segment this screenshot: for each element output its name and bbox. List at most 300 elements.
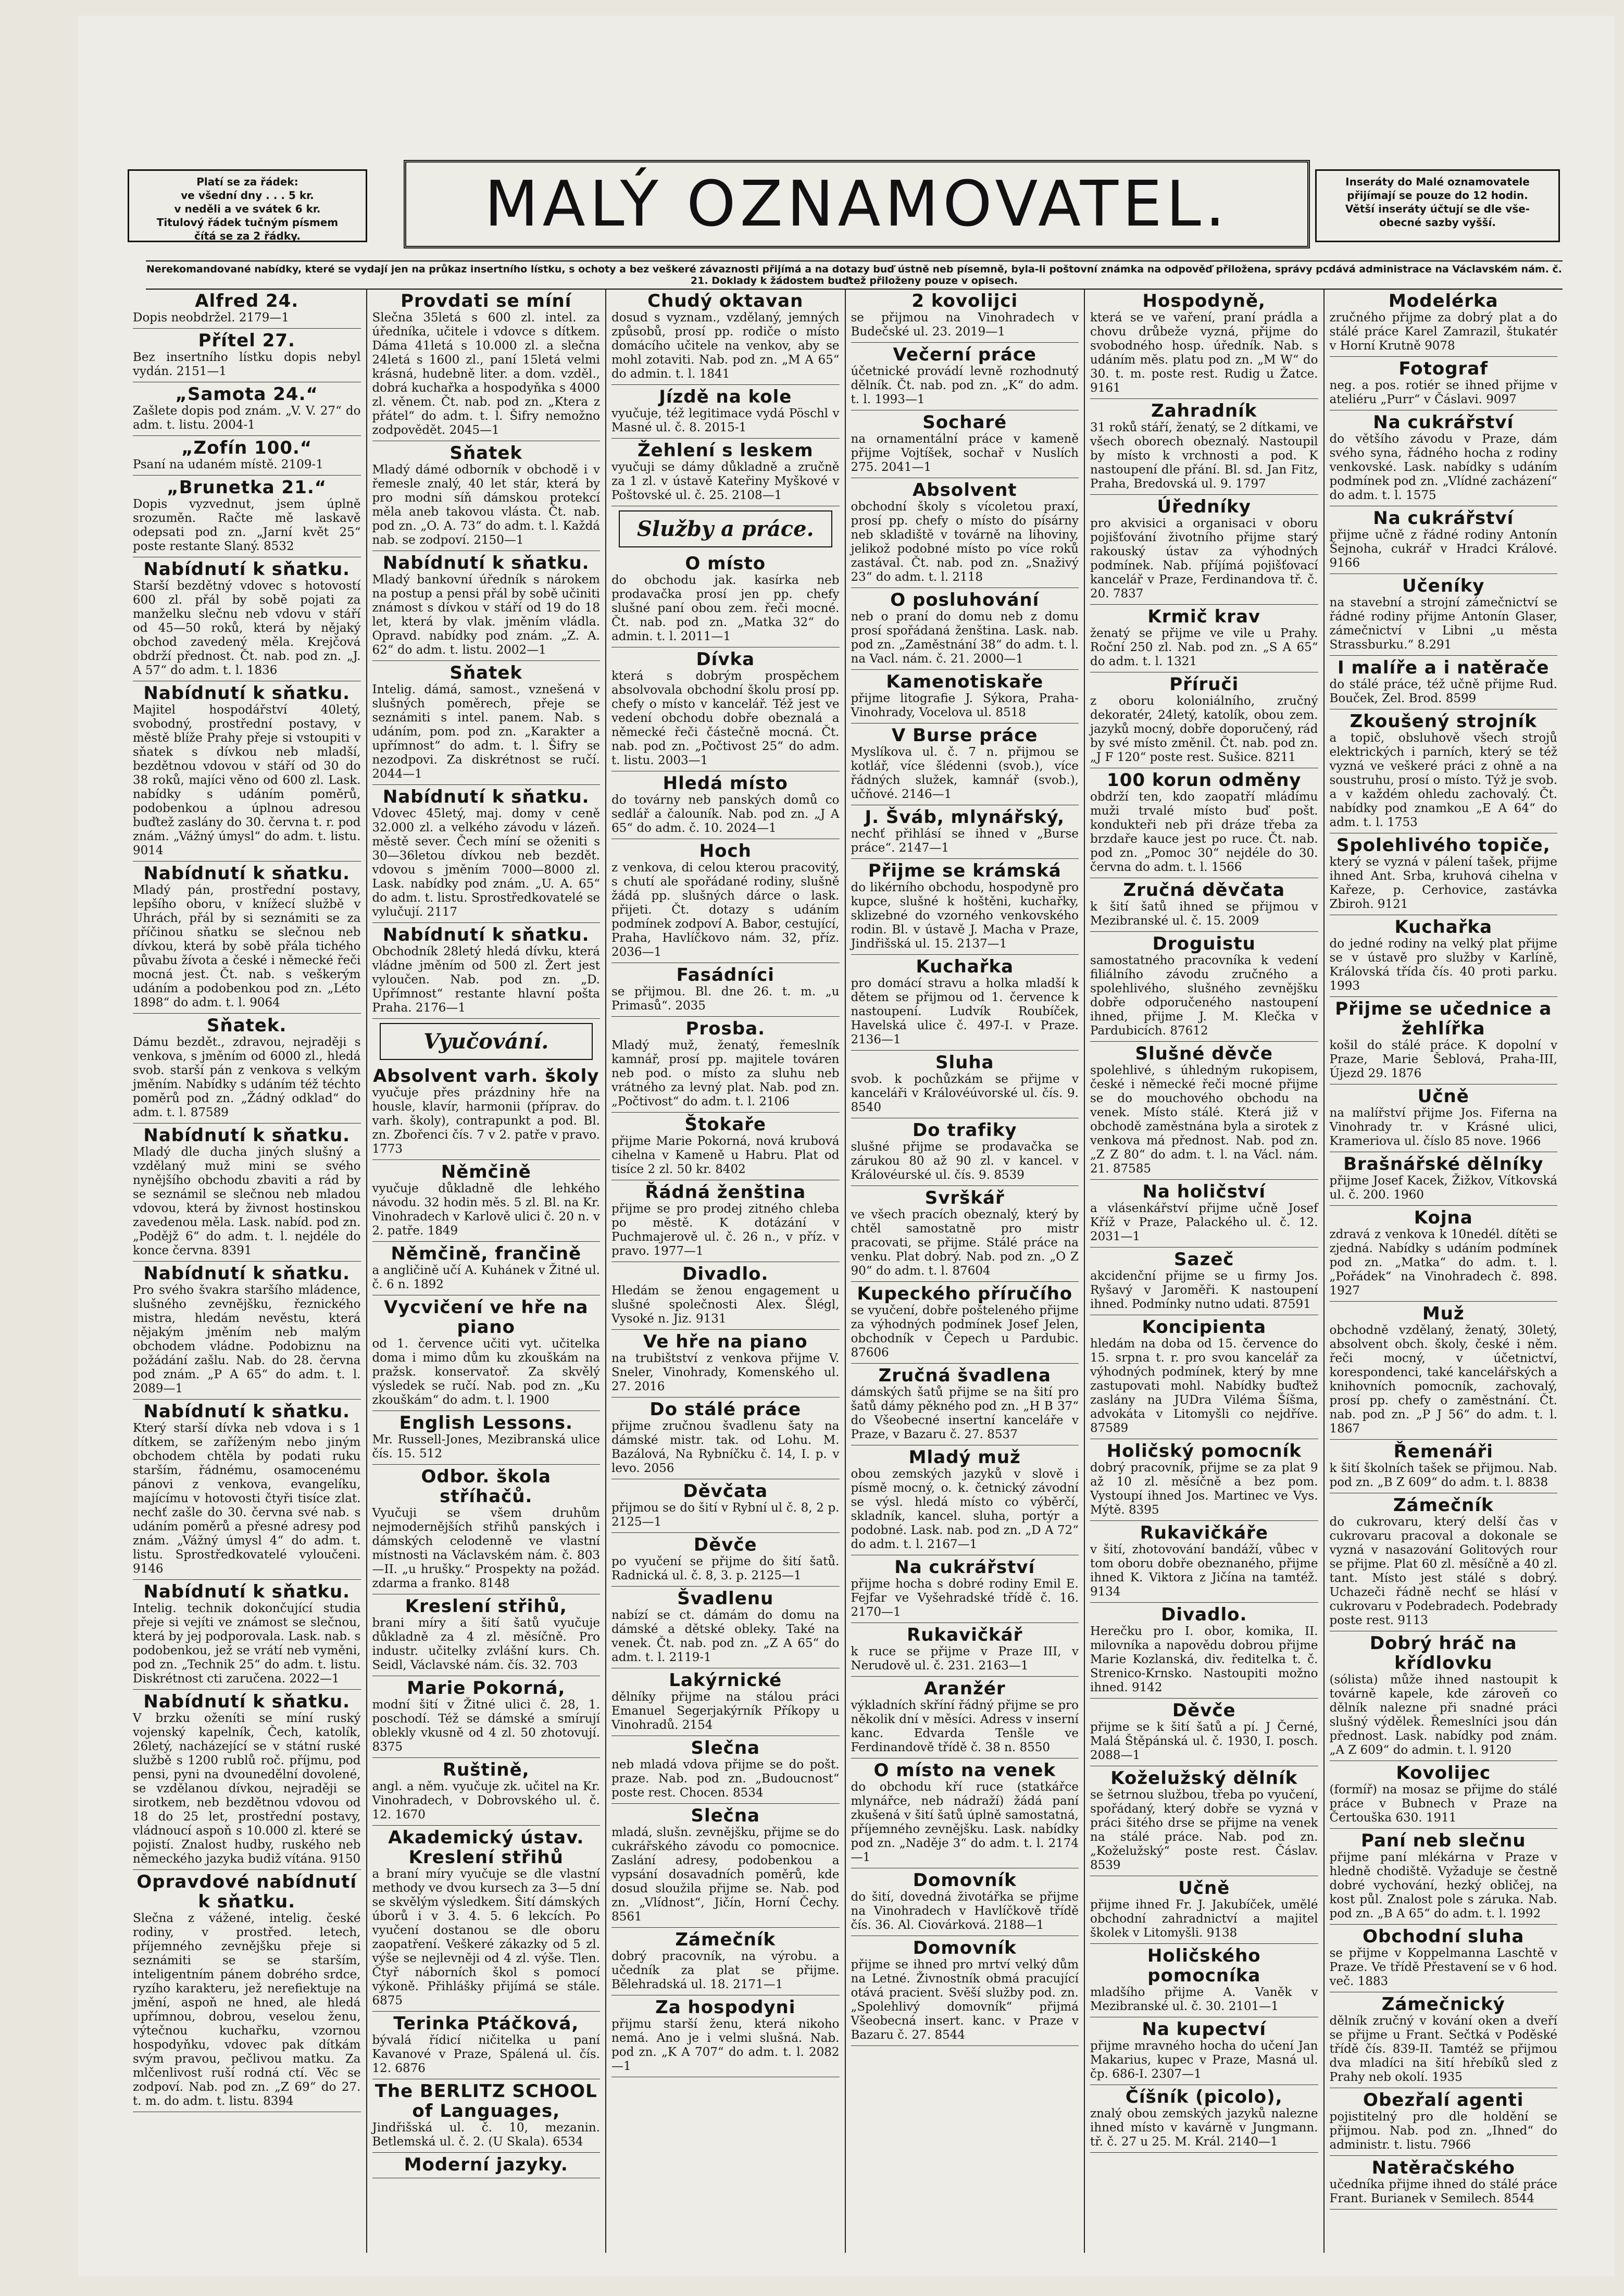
ad-heading: Aranžér: [923, 1678, 1006, 1699]
ad-heading: Jízdě na kole: [659, 386, 792, 407]
ad-heading: Řemenáři: [1393, 1441, 1493, 1462]
classified-ad: [611, 1180, 840, 1262]
classified-ad: [851, 1051, 1079, 1118]
classified-ad: [1090, 932, 1318, 1042]
ad-heading: Obchodní sluha: [1363, 1926, 1525, 1947]
classified-ad: [851, 1555, 1079, 1623]
classified-ad: [611, 1017, 840, 1113]
ad-heading: Divadlo.: [1161, 1604, 1247, 1625]
ad-heading: Sazeč: [1174, 1249, 1234, 1270]
classified-ad: [611, 1262, 840, 1330]
ad-body: po vyučení se přijme do šití šatů. Radnická ul. č. 8, 3. p. 2125—1: [611, 1555, 840, 1582]
classified-ad: [1330, 1206, 1558, 1302]
ad-body: do továrny neb panských domů co sedlář a čalouník. Nab. pod zn. „J A 65“ do adm. č. 10. 2024—1: [611, 793, 840, 835]
ad-body: košil do stálé práce. K dopolní v Praze, Marie Šeblová, Praha-III, Újezd 29. 1876: [1329, 1039, 1557, 1080]
ad-body: obchodně vzdělaný, ženatý, 30letý, absolvent obch. školy, české i něm. řeči mocný, v účetnictví, korespondenci, také kancelářských a knihovních pomocník, zachovalý, prosí pp. chefy o zaměstnání. Čt. nab. pod zn. „P J 56“ do adm. t. l. 1867: [1329, 1324, 1557, 1436]
classified-ad: [611, 1330, 840, 1397]
pricing-box-left: [128, 169, 367, 242]
ad-column: [1085, 289, 1325, 2253]
ad-heading: Sňatek: [449, 443, 523, 464]
ad-body: do šití, dovedná životářka se přijme na Vinohradech v Havlíčkově třídě čís. 36. Al. Ciovárková. 2188—1: [851, 1890, 1079, 1932]
newspaper-page: [78, 16, 1615, 2276]
classified-ad: [851, 343, 1079, 410]
pricing-line: přijímají se pouze do 12 hodin.: [1347, 189, 1528, 202]
ad-columns: [128, 289, 1563, 2253]
ad-heading: Kuchařka: [916, 956, 1014, 977]
classified-ad: [372, 1295, 601, 1411]
ad-body: vyučuje, též legitimace vydá Pöschl v Masné ul. č. 8. 2015-1: [611, 407, 840, 434]
classified-ad: [1330, 289, 1558, 357]
ad-heading: Koncipienta: [1142, 1317, 1267, 1338]
ad-body: která se ve vaření, praní prádla a chovu drůbeže vyzná, přijme do svobodného hosp. úředník. Nab. s udáním měs. platu pod zn. „M W“ do 30. t. m. poste rest. Rudig u Žatce. 9161: [1090, 311, 1318, 395]
ad-heading: Číšník (picolo),: [1125, 2087, 1283, 2107]
title-frame: [404, 160, 1310, 248]
ad-body: která s dobrým prospěchem absolvovala obchodní školu prosí pp. chefy o místo v kancelář. Též jest ve vedení obchodu dobře obeznalá a německé řeči částečně mocná. Čt. nab. pod zn. „Počtivost 25“ do adm. t. listu. 2003—1: [611, 669, 840, 767]
classified-ad: [611, 771, 840, 839]
ad-body: neb mladá vdova přijme se do pošt. praze. Nab. pod zn. „Budoucnost“ poste rest. Chocen. 8534: [611, 1758, 840, 1800]
ad-body: nabízí se ct. dámám do domu na dámské a dětské obleky. Také na venek. Čt. nab. pod zn. „Z A 65“ do adm. t. l. 2119-1: [611, 1608, 840, 1664]
ad-heading: Fasádníci: [676, 965, 774, 985]
classified-ad: [611, 552, 840, 647]
ad-heading: Kuchařka: [1394, 917, 1493, 938]
ad-body: a topič, obsluhově všech strojů elektrických i parních, který se též vyzná ve veškeré práci z ohně a na soustruhu, prosí o místo. Týž je svob. a v každém ohledu zachovalý. Čt. nabídky pod znamkou „E A 64“ do adm. t. l. 1753: [1329, 731, 1557, 829]
ad-body: dělníky přijme na stálou práci Emanuel Segerjakýrník Příkopy u Vinohradů. 2154: [611, 1690, 840, 1732]
classified-ad: [851, 1936, 1079, 2046]
ad-body: výkladních skříní řádný přijme se pro několik dní v měsíci. Adress v inserní kanc. Edvarda Tenšle ve Ferdinandově třídě č. 38 n. 8550: [851, 1699, 1079, 1754]
classified-ad: [851, 1445, 1079, 1555]
classified-ad: [1090, 672, 1318, 768]
ad-body: dobrý pracovník, na výrobu. a učedník za plat se přijme. Bělehradská ul. 18. 2171—1: [611, 1950, 840, 1991]
ad-heading: Přítel 27.: [198, 330, 295, 351]
ad-heading: Akademický ústav. Kreslení střihů: [388, 1827, 584, 1868]
ad-heading: Provdati se míní: [401, 291, 572, 311]
ad-body: Mr. Russell-Jones, Mezibranská ulice čís. 15. 512: [372, 1433, 600, 1461]
ad-body: Mladý pán, prostřední postavy, lepšího oboru, v knížecí službě v Uhrách, přál by si seznámiti se za příčinou sňatku se slečnou neb dívkou, která by sobě přála tichého půvabu žívota a české i německé řeči mocná jest. Čt. nab. s veškerým udáním a podobenkou pod zn. „Léto 1898“ do adm. t. l. 9064: [133, 883, 361, 1009]
classified-ad: [1090, 1521, 1318, 1603]
classified-ad: [133, 1870, 361, 2112]
ad-heading: Kovolijec: [1396, 1763, 1491, 1783]
ad-heading: Žehlení s leskem: [637, 440, 814, 461]
ad-body: Dopis neobdržel. 2179—1: [133, 311, 290, 325]
ad-body: zdravá z venkova k 10nedél. dítěti se zjedná. Nabídky s udáním podmínek pod zn. „Matka“ do adm. t. l. „Pořádek“ na Vinohradech č. 898. 1927: [1329, 1228, 1557, 1297]
classified-ad: [611, 963, 840, 1017]
classified-ad: [851, 478, 1079, 588]
ad-body: k ruce se přijme v Praze III, v Nerudově ul. č. 231. 2163—1: [851, 1645, 1079, 1673]
ad-body: vyučuje přes prázdniny hře na housle, klavír, harmonii (příprav. do varh. školy), contrapunkt a pod. Bl. zn. Zbořenci čís. 7 v 2. patře v pravo. 1773: [372, 1086, 600, 1156]
ad-body: neg. a pos. rotiér se ihned přijme v ateliéru „Purr“ v Čáslavi. 9097: [1329, 379, 1557, 406]
ad-heading: Řádná ženština: [645, 1182, 806, 1203]
ad-heading: „Brunetka 21.“: [167, 477, 327, 498]
ad-body: na malířství přijme Jos. Fiferna na Vinohrady tr. v Krásné ulici, Krameriova ul. číslo 85 nove. 1966: [1329, 1106, 1557, 1148]
ad-heading: Droguistu: [1152, 933, 1256, 954]
classified-ad: [851, 410, 1079, 478]
classified-ad: [1090, 1603, 1318, 1699]
classified-ad: [1330, 915, 1558, 997]
classified-ad: [372, 2079, 601, 2153]
ad-body: na ornamentální práce v kameně přijme Vojtíšek, sochař v Nuslích 275. 2041—1: [851, 432, 1079, 474]
classified-ad: [611, 1928, 840, 1995]
ad-body: Hledám se ženou engagement u slušné společnosti Alex. Šlégl, Vysoké n. Jiz. 9131: [611, 1284, 840, 1326]
classified-ad: [133, 289, 361, 329]
classified-ad: [851, 1677, 1079, 1758]
ad-body: který se vyzná v pálení tašek, přijme ihned Ant. Srba, kruhová cihelna v Kařeze, p. Cerhovice, zastávka Zbiroh. 9121: [1329, 855, 1557, 911]
ad-body: přijme se pro prodej zitného chleba po městě. K dotázání v Puchmajerově ul. č. 26 n., v příz. v pravo. 1977—1: [611, 1202, 840, 1258]
ad-heading: Krmič krav: [1147, 606, 1261, 627]
classified-ad: [851, 859, 1079, 955]
ad-body: přijme zručnou švadlenu šaty na dámské mistr. tak. od Lohu. M. Bazálová, Na Rybníčku č. 14, I. p. v levo. 2056: [611, 1419, 840, 1475]
classified-ad: [851, 1868, 1079, 1936]
classified-ad: [372, 1676, 601, 1758]
classified-ad: [1330, 1302, 1558, 1440]
ad-heading: 2 kovolijci: [911, 291, 1018, 311]
ad-body: přijme ihned Fr. J. Jakubíček, umělé obchodní zahradnictví a majitel školek v Litomyšli. 9138: [1090, 1898, 1318, 1940]
ad-heading: Kupeckého příručího: [857, 1283, 1073, 1304]
classified-ad: [372, 2012, 601, 2079]
ad-body: (sólista) může ihned nastoupit k továrně kapele, kde zároveň co dělník nalezne při snadné práci slušný výdělek. Řemeslníci jsou dán přednost. Lask. nabídky pod znám. „A Z 609“ do admin. t. l. 9120: [1329, 1673, 1557, 1757]
ad-heading: Nabídnutí k sňatku.: [382, 553, 590, 573]
classified-ad: [851, 955, 1079, 1051]
ad-body: přijme litografie J. Sýkora, Praha-Vinohrady, Vocelova ul. 8518: [851, 692, 1079, 719]
ad-body: dosud s vyznam., vzdělaný, jemných způsobů, prosí pp. rodiče o místo domácího učitele na venkov, aby se mohl zotaviti. Nab. pod zn. „M A 65“ do admin. t. l. 1841: [611, 311, 840, 381]
ad-heading: Němčině: [441, 1162, 531, 1182]
ad-heading: Štokaře: [684, 1114, 766, 1135]
classified-ad: [372, 551, 601, 661]
ad-heading: Paní neb slečnu: [1360, 1830, 1526, 1851]
ad-heading: Do trafiky: [912, 1120, 1017, 1141]
ad-heading: Marie Pokorná,: [407, 1678, 566, 1699]
ad-heading: Sňatek.: [207, 1015, 287, 1036]
ad-body: akcidenční přijme se u firmy Jos. Ryšavý v Jaroměři. K nastoupení ihned. Podmínky nutno udati. 87591: [1090, 1269, 1318, 1311]
pricing-line: Větší inseráty účtují se dle vše-: [1345, 203, 1530, 215]
ad-body: na stavební a strojní zámečnictví se řádné rodiny přijme Antonín Glaser, zámečnictví v Libni „u města Strassburku.“ 8.291: [1329, 596, 1557, 652]
ad-heading: Slečna: [691, 1738, 760, 1758]
ad-body: do likérního obchodu, hospodyně pro kupce, slušné k hoštěni, kuchařky, sklizebné do vzorného venkovského rodin. Bl. v ústavě J. Macha v Praze, Jindřišská ul. 15. 2137—1: [851, 881, 1079, 951]
classified-ad: [133, 329, 361, 382]
classified-ad: [133, 1014, 361, 1124]
ad-body: k šití šatů ihned se přijmou v Mezibranské ul. č. 15. 2009: [1090, 900, 1318, 928]
ad-column: [1325, 289, 1563, 2253]
pricing-line: čítá se za 2 řádky.: [194, 230, 301, 242]
ad-heading: Do stálé práce: [649, 1399, 802, 1420]
ad-heading: Ve hře na piano: [643, 1331, 808, 1352]
ad-body: se přijmou na Vinohradech v Budečské ul. 23. 2019—1: [851, 311, 1079, 339]
classified-ad: [1330, 357, 1558, 410]
ad-heading: Dobrý hráč na křídlovku: [1369, 1633, 1517, 1674]
classified-ad: [1330, 506, 1558, 574]
ad-body: mladá, slušn. zevnějšku, přijme se do cukrářského závodu co pomocnice. Zaslání adresy, podobenkou a vypsání dosavadních poměrů, kde dosud sloužila přijme se. Nab. pod zn. „Vlídnost“, Jičín, Horní Čechy. 8561: [611, 1826, 840, 1924]
pricing-line: ve všední dny . . . 5 kr.: [181, 189, 314, 202]
ad-heading: Nabídnutí k sňatku.: [143, 1401, 351, 1422]
ad-body: Obchodník 28letý hledá dívku, která vládne jměním od 500 zl. Žert jest vyloučen. Nab. pod zn. „D. Upřímnost“ restante hlavní pošta Praha. 2176—1: [372, 945, 600, 1015]
ad-heading: Děvče: [1172, 1700, 1236, 1721]
ad-body: do obchodu jak. kasírka neb prodavačka prosí jen pp. chefy slušné paní obou zem. řeči mocné. Čt. nab. pod zn. „Matka 32“ do admin. t. l. 2011—1: [611, 573, 840, 643]
ad-heading: Holičského pomocníka: [1147, 1945, 1261, 1986]
ad-column: [846, 289, 1085, 2253]
ad-body: se přijmou. Bl. dne 26. t. m. „u Primasů“. 2035: [611, 985, 840, 1013]
classified-ad: [1330, 574, 1558, 656]
ad-body: obdrží ten, kdo zaopatří mládímu muži trvalé místo buď pošt. kondukteři neb při dráze třeba za brzdaře kauce jest po ruce. Čt. nab. pod zn. „Pomoc 30“ nejdéle do 30. června do adm. t. l. 1566: [1090, 790, 1318, 874]
ad-heading: Hospodyně,: [1142, 291, 1266, 311]
ad-heading: Sluha: [935, 1052, 994, 1073]
ad-body: dělník zručný v kování oken a dveří se přijme u Frant. Sečtká v Poděské třídě čís. 839-II. Tamtéž se přijmou dva mladíci na šití hřebíků sled z Prahy neb okolí. 1935: [1329, 2014, 1557, 2084]
ad-heading: Chudý oktavan: [647, 291, 804, 311]
ad-body: přijme Josef Kacek, Žižkov, Vítkovská ul. č. 200. 1960: [1329, 1174, 1557, 1202]
ad-body: slušné přijme se prodavačka se zárukou 80 až 90 zl. v kancel. v Královéurské ul. čís. 9. 8539: [851, 1140, 1079, 1182]
classified-ad: [851, 1364, 1079, 1445]
ad-heading: Na cukrářství: [1373, 508, 1514, 529]
classified-ad: [1330, 1829, 1558, 1925]
classified-ad: [611, 1479, 840, 1533]
ad-heading: Absolvent: [912, 480, 1017, 501]
ad-body: nechť přihlásí se ihned v „Burse práce“. 2147—1: [851, 827, 1079, 855]
ad-heading: Učně: [1178, 1878, 1230, 1899]
ad-body: ve všech pracích obeznalý, který by chtěl samostatně pro mistr pracovati, se přijme. Stálé práce na venku. Plat dobrý. Nab. pod zn. „O Z 90“ do adm. t. l. 87604: [851, 1208, 1079, 1278]
ad-heading: Mladý muž: [908, 1447, 1021, 1468]
ad-heading: Zahradník: [1151, 401, 1257, 421]
classified-ad: [1330, 833, 1558, 915]
classified-ad: [1090, 1180, 1318, 1247]
ad-heading: Na holičství: [1142, 1181, 1266, 1202]
ad-body: zručného přijme za dobrý plat a do stálé práce Karel Zamrazil, štukatér v Horní Krutně 9078: [1329, 311, 1557, 353]
classified-ad: [1090, 1876, 1318, 1944]
classified-ad: [851, 1758, 1079, 1868]
ad-body: spolehlivé, s úhledným rukopisem, české i německé řeči mocné přijme se do mouchového obchodu na venek. Místo stálé. Která již v obchodě zaměstnána byla a sirotek z venkova má přednost. Nab. pod zn. „Z Z 80“ do adm. t. l. na Václ. nám. 21. 87585: [1090, 1064, 1318, 1176]
ad-heading: Němčině, frančině: [391, 1243, 582, 1264]
classified-ad: [611, 439, 840, 506]
classified-ad: [372, 1242, 601, 1295]
ad-body: přijmu starší ženu, která nikoho nemá. Ano je i velmi slušná. Nab. pod zn. „K A 707“ do adm. t. l. 2082—1: [611, 2017, 840, 2073]
ad-body: Psaní na udaném místě. 2109-1: [133, 458, 323, 471]
ad-body: vyučuje důkladně dle lehkého návodu. 32 hodin měs. 5 zl. Bl. na Kr. Vinohradech v Karlově ulici č. 20 n. v 2. patře. 1849: [372, 1182, 600, 1238]
ad-heading: Domovník: [913, 1938, 1017, 1958]
classified-ad: [1090, 399, 1318, 495]
ad-body: obchodní školy s vícoletou praxí, prosí pp. chefy o místo do písárny neb skladiště v továrně na lihoviny, jelikož podobné místo po více roků zastával. Čt. nab. pod zn. „Snaživý 23“ do adm. t. l. 2118: [851, 500, 1079, 584]
ad-body: V brzku oženíti se míní ruský vojenský kapelník, Čech, katolík, 26letý, nacházející se v státní ruské službě s 1200 rublů roč. příjmu, pod pensi, pyni na dvounedělní dovolené, se vzdělanou dívkou, nejraději se sirotkem, neb bezdětnou vdovou od 18 do 25 let, prostřední postavy, vládnoucí aspoň s 10.000 zl. které se pojistí. Znalost hudby, ruského neb německého jazyka budiž vítána. 9150: [133, 1712, 361, 1866]
ad-heading: Ruštině,: [442, 1760, 530, 1780]
classified-ad: [1330, 1440, 1558, 1493]
pricing-line: Inseráty do Malé oznamovatele: [1345, 176, 1530, 188]
ad-body: Intelig. technik dokončující studia přeje si vejíti ve známost se slečnou, která by jej podporovala. Lask. nab. s podobenkou, jež se vrátí neb vyměni, pod zn. „Technik 25“ do adm. t. listu. Diskrétnost cti zaručena. 2022—1: [133, 1602, 361, 1686]
ad-body: přijme se k šití šatů a pí. J Černé, Malá Štěpánská ul. č. 1930, I. posch. 2088—1: [1090, 1720, 1318, 1762]
ad-body: Myslíkova ul. č. 7 n. přijmou se kotlář, více šlédenni (svob.), více řádných služek, kamnář (svob.), učňové. 2146—1: [851, 745, 1079, 801]
ad-column: [128, 289, 367, 2253]
classified-ad: [133, 681, 361, 862]
ad-body: modní šití v Žitné ulici č. 28, 1. poschodí. Též se dámské a smírují oblekly vkusně od 4 zl. 50 zhotovují. 8375: [372, 1698, 600, 1754]
classified-ad: [133, 1580, 361, 1690]
ad-heading: O místo na venek: [873, 1760, 1056, 1781]
classified-ad: [1330, 997, 1558, 1084]
ad-body: Pro svého švakra staršího mládence, slušného zevnějšku, řeznického mistra, hledám nevěstu, která nějakým jměním neb malým obchodem vládne. Podobiznu na požádání zašlu. Nab. do 28. června pod znám. „P A 65“ do adm. t. l. 2089—1: [133, 1283, 361, 1395]
classified-ad: [133, 557, 361, 681]
ad-body: do stálé práce, též učně přijme Rud. Bouček, Zel. Brod. 8599: [1329, 678, 1557, 705]
classified-ad: [133, 1690, 361, 1870]
ad-heading: Zručná děvčata: [1123, 880, 1285, 901]
classified-ad: [1330, 1493, 1558, 1631]
ad-heading: Nabídnutí k sňatku.: [143, 1125, 351, 1146]
ad-body: svob. k pochůzkám se přijme v kanceláři v Královéúvorské ul. čís. 9. 8540: [851, 1072, 1079, 1114]
ad-heading: Hoch: [699, 841, 752, 862]
ad-body: přijme mravného hocha do učení Jan Makarius, kupec v Praze, Masná ul. čp. 686-I. 2307—1: [1090, 2039, 1318, 2081]
ad-body: Jindřišská ul. č. 10, mezanin. Betlemská ul. č. 2. (U Skala). 6534: [372, 2121, 600, 2149]
classified-ad: [851, 670, 1079, 723]
ad-body: pojistitelný pro dle holdění se přijmou. Nab. pod zn. „Ihned“ do administr. t. listu. 7966: [1329, 2110, 1557, 2152]
classified-ad: [611, 1533, 840, 1587]
ad-body: na trubištství z venkova přijme V. Sneler, Vinohrady, Komenského ul. 27. 2016: [611, 1352, 840, 1393]
classified-ad: [372, 1064, 601, 1160]
ad-heading: Fotograf: [1398, 358, 1489, 379]
ad-heading: Nabídnutí k sňatku.: [143, 559, 351, 580]
ad-heading: Kreslení střihů,: [405, 1596, 567, 1617]
ad-body: hledám na doba od 15. července do 15. srpna t. r. pro svou kancelář za výhodných podmínek, který by mne zastupovati mohl. Nabídky buďtež zaslány na JUDra Viléma Šíšma, advokáta v Litomyšli co nejdříve. 87589: [1090, 1337, 1318, 1435]
classified-ad: [611, 1587, 840, 1668]
ad-body: Slečna 35letá s 600 zl. intel. za úředníka, učitele i vdovce s dítkem. Dáma 41letá s 10.000 zl. a slečna 24letá s 1600 zl., paní 15letá velmi krásná, hudebně liter. a dom. vzděl., dobrá kuchařka a hospodyňka s 4000 zl. věnem. Čt. nab. pod zn. „Ktera z přátel“ do adm. t. l. Šifry nemožno zodpovědět. 2045—1: [372, 311, 600, 437]
ad-body: Mladý muž, ženatý, řemeslník kamnář, prosí pp. majitele továren neb pod. o místo za sluhu neb vrátného za levný plat. Nab. pod zn. „Počtivost“ do adm. t. l. 2106: [611, 1039, 840, 1108]
classified-ad: [133, 436, 361, 476]
ad-heading: Úředníky: [1157, 496, 1251, 517]
classified-ad: [1090, 2017, 1318, 2085]
ad-heading: Odbor. škola stříhačů.: [421, 1466, 551, 1507]
ad-body: dobrý pracovník, přijme se za plat 9 až 10 zl. měsíčně a bez pom. Vystoupí ihned Jos. Martinec ve Vys. Mýtě. 8395: [1090, 1461, 1318, 1517]
section-teaching: Vyučování.: [380, 1023, 593, 1060]
ad-heading: Děvče: [693, 1534, 757, 1555]
ad-heading: Socharé: [922, 412, 1007, 433]
ad-body: do obchodu kří ruce (statkářce mlynářce, neb nádraží) žádá paní zkušená v šití šatů úplně samostatná, příjemného zevnějšku. Lask. nabídky pod zn. „Naděje 3“ do adm. t. l. 2174—1: [851, 1780, 1079, 1864]
ad-heading: Kojna: [1414, 1207, 1473, 1228]
ad-heading: Zámečník: [1393, 1495, 1494, 1516]
ad-heading: English Lessons.: [399, 1413, 573, 1433]
ad-heading: Zručná švadlena: [878, 1365, 1051, 1386]
ad-heading: Nabídnutí k sňatku.: [382, 787, 590, 807]
ad-body: pro akvisici a organisaci v oboru pojišťování životního přijme starý rakouský ústav za výhodných podmínek. Nab. příjímá pojišťovací kancelář v Praze, Ferdinandova tř. č. 20. 7837: [1090, 517, 1318, 601]
ad-body: Vdovec 45letý, maj. domy v ceně 32.000 zl. a velkého závodu v lázeň. městě sever. Čech míní se oženiti s 30—36letou dívkou neb bezdět. vdovou s jměním 7000—8000 zl. Lask. nabídky pod znám. „U. A. 65“ do adm. t. listu. Sprostředkovatelé se vylučují. 2117: [372, 807, 600, 919]
classified-ad: [1330, 1152, 1558, 1206]
classified-ad: [851, 723, 1079, 805]
ad-body: Starší bezdětný vdovec s hotovostí 600 zl. přál by sobě pojati za manželku slečnu neb vdovu v stáří od 45—50 roků, která by nějaký obchod zavedený měla. Krejčová obdrží přednost. Čt. nab. pod zn. „J. A 57“ do adm. t. l. 1836: [133, 579, 361, 677]
ad-heading: Zámečník: [675, 1929, 776, 1950]
classified-ad: [372, 1465, 601, 1594]
ad-body: do jedné rodiny na velký plat přijme se v ústavě pro služby v Karlíně, Královská třída čís. 40 proti parku. 1993: [1329, 937, 1557, 993]
ad-heading: Divadlo.: [682, 1264, 769, 1284]
pricing-line: Platí se za řádek:: [196, 176, 298, 188]
ad-body: Mladý dle ducha jiných slušný a vzdělaný muž mini se svého nynějšího obchodu zbaviti a rád by se seznámil se slečnou neb mladou vdovou, která by živnost hostinskou zavedenou měla. Lask. nabíd. pod zn. „Podějž 6“ do adm. t. l. nejdéle do konce června. 8391: [133, 1145, 361, 1257]
ad-heading: Koželužský dělník: [1110, 1768, 1298, 1789]
classified-ad: [851, 1282, 1079, 1364]
classified-ad: [372, 1826, 601, 2012]
classified-ad: [611, 1995, 840, 2077]
classified-ad: [611, 647, 840, 771]
ad-heading: Zámečnický: [1381, 1994, 1505, 2015]
ad-body: do cukrovaru, který delší čas v cukrovaru pracoval a dokonale se vyzná v nasazování Golitových rour se přijme. Plat 60 zl. měsíčně a 40 zl. tant. Místo jest stálé s dobrý. Uchazeči řádně nechť se hlásí v cukrovaru v Podebradech. Podebrady poste rest. 9113: [1329, 1515, 1557, 1627]
ad-body: Bez insertního lístku dopis nebyl vydán. 2151—1: [133, 351, 361, 378]
classified-ad: [1090, 289, 1318, 399]
ad-body: Majitel hospodářství 40letý, svobodný, prostřední postavy, v městě blíže Prahy přeje si vstoupiti v sňatek s dívkou neb mladší, bezdětnou vdovou v stáří od 30 do 38 roků, majíci věno od 600 zl. Lask. nabídky s udáním poměrů, podobenkou a úplnou adresou buďtež zaslány do 30. června t. r. pod znám. „Vážný úmysl“ do adm. t. listu. 9014: [133, 703, 361, 857]
classified-ad: [133, 382, 361, 436]
classified-ad: [851, 805, 1079, 859]
ad-heading: Modelérka: [1388, 291, 1498, 311]
ad-heading: Muž: [1422, 1303, 1465, 1324]
ad-heading: Moderní jazyky.: [404, 2154, 568, 2175]
ad-heading: Na kupectví: [1142, 2019, 1267, 2040]
classified-ad: [1090, 605, 1318, 672]
ad-heading: Domovník: [913, 1870, 1017, 1891]
ad-column: [367, 289, 607, 2253]
ad-body: znalý obou zemských jazyků nalezne ihned místo v kavárně v Jungmann. tř. č. 27 u 25. M. Král. 2140—1: [1090, 2107, 1318, 2149]
ad-heading: Nabídnutí k sňatku.: [143, 1581, 351, 1602]
pricing-line: obecné sazby vyšší.: [1379, 216, 1496, 229]
ad-body: Herečku pro I. obor, komika, II. milovníka a napovědu dobrou přijme Marie Kozlanská, div. ředitelka t. č. Strenico-Krnsko. Nastoupiti možno ihned. 9142: [1090, 1625, 1318, 1694]
ad-heading: Slečna: [691, 1805, 760, 1826]
ad-body: Zašlete dopis pod znám. „V. V. 27“ do adm. t. listu. 2004-1: [133, 404, 361, 432]
pricing-line: v neděli a ve svátek 6 kr.: [174, 203, 321, 215]
ad-body: 31 roků stáří, ženatý, se 2 dítkami, ve všech oborech obeznalý. Nastoupil by místo k vrchnosti a pod. K nastoupení dle přání. Bl. sd. Jan Fitz, Praha, Bredovská ul. 9. 1797: [1090, 421, 1318, 491]
ad-heading: Za hospodyni: [655, 1997, 796, 2018]
ad-body: neb o praní do domu neb z domu prosí spořádaná ženština. Lask. nab. pod zn. „Zaměstnání 38“ do adm. t. l. na Vacl. nám. č. 21. 2000—1: [851, 610, 1079, 666]
ad-body: ženatý se přijme ve vile u Prahy. Roční 250 zl. Nab. pod zn. „S A 65“ do adm. t. l. 1321: [1090, 627, 1318, 668]
classified-ad: [133, 1124, 361, 1262]
ad-body: a vlásenkářství přijme učně Josef Kříž v Praze, Palackého ul. č. 12. 2031—1: [1090, 1202, 1318, 1243]
ad-heading: Natěračského: [1371, 2157, 1515, 2178]
ad-heading: „Zofín 100.“: [181, 438, 313, 458]
ad-heading: Hledá místo: [663, 773, 788, 794]
classified-ad: [1090, 768, 1318, 878]
ad-heading: Absolvent varh. školy: [373, 1066, 599, 1087]
classified-ad: [1090, 495, 1318, 605]
ad-heading: Nabídnutí k sňatku.: [143, 1263, 351, 1284]
ad-heading: Nabídnutí k sňatku.: [143, 683, 351, 704]
classified-ad: [1090, 878, 1318, 932]
classified-ad: [133, 862, 361, 1014]
ad-heading: Večerní práce: [893, 344, 1036, 365]
classified-ad: [133, 476, 361, 557]
ad-body: samostatného pracovníka k vedení filiálního závodu zručného a spolehlivého, slušného zevnějšku dobře odporučeného nastoupení ihned, přijme J. M. Klečka v Pardubicích. 87612: [1090, 954, 1318, 1038]
ad-body: učedníka přijme ihned do stálé práce Frant. Burianek v Semilech. 8544: [1329, 2178, 1557, 2205]
ad-heading: Švadlenu: [677, 1588, 774, 1609]
ad-heading: J. Šváb, mlynářský,: [865, 807, 1065, 828]
classified-ad: [372, 1160, 601, 1242]
ad-body: z oboru koloniálního, zručný dekoratér, 24letý, katolík, obou zem. jazyků mocný, dobře doporučený, rád by své místo změnil. Čt. nab. pod zn. „J F 120“ poste rest. Sušice. 8211: [1090, 694, 1318, 764]
classified-ad: [1090, 1315, 1318, 1439]
classified-ad: [372, 661, 601, 785]
ad-body: přijme Marie Pokorná, nová krubová cihelna v Kameně u Habru. Plat od tisíce 2 zl. 50 kr. 8402: [611, 1134, 840, 1176]
ad-body: pro domácí stravu a holka mladší k dětem se přijmou od 1. července k nastoupení. Ludvík Roubíček, Havelská ulice č. 497-I. v Praze. 2136—1: [851, 977, 1079, 1046]
ad-heading: Opravdové nabídnutí k sňatku.: [136, 1871, 357, 1912]
classified-ad: [372, 289, 601, 441]
classified-ad: [611, 1804, 840, 1928]
ad-body: a braní míry vyučuje se dle vlastní methody ve dvou kursech za 3—5 dní se skvělým výsledkem. Šití dámských úborů i v 3. 4. 5. 6 lekcích. Po vyučení dostanou se dle oboru zaopatření. Veškeré zákazky od 5 zl. výše se nejlevněji od 4 zl. výše. Tlen. Čtyř náborních škol s pomocí výkoně. Přihlášky přijímá se stále. 6875: [372, 1867, 600, 2007]
ad-heading: Děvčata: [683, 1481, 768, 1502]
ad-body: přijme paní mlékárna v Praze v hledně chodiště. Vyžaduje se čestně dobré vychování, hezký obličej, na kost půl. Znalost pole s záruka. Nab. pod zn. „B A 65“ do adm. t. l. 1992: [1329, 1851, 1557, 1920]
ad-heading: Sňatek: [449, 663, 523, 683]
ad-heading: Rukavičkáře: [1140, 1523, 1268, 1543]
classified-ad: [611, 1397, 840, 1479]
classified-ad: [1090, 2085, 1318, 2153]
ad-body: v šití, zhotovování bandáží, vůbec v tom oboru dobře obeznaného, přijme ihned K. Viktora z Jičína na tamtéž. 9134: [1090, 1543, 1318, 1599]
ad-body: Intelig. dámá, samost., vznešená v slušných poměrech, přeje se seznámiti s intel. panem. Nab. s udáním, pom. pod zn. „Karakter a upřímnost“ do adm. t. l. Šifry se nezodpovi. Za diskrétnost se ručí. 2044—1: [372, 683, 600, 781]
ad-heading: Přijme se učednice a žehlířka: [1335, 999, 1552, 1039]
classified-ad: [372, 923, 601, 1019]
ad-body: angl. a něm. vyučuje zk. učitel na Kr. Vinohradech, v Dobrovského ul. č. 12. 1670: [372, 1780, 600, 1821]
ad-body: od 1. července učiti vyt. učitelka doma i mimo dům ku zkouškám na pražsk. konservatoř. Za skvělý výsledek se ručí. Nab. pod zn. „Ku zkouškám“ do adm. t. l. 1900: [372, 1337, 600, 1407]
ad-heading: Učeníky: [1402, 576, 1485, 596]
ad-heading: Alfred 24.: [195, 291, 299, 311]
ad-heading: O místo: [685, 553, 766, 574]
classified-ad: [1330, 1084, 1558, 1152]
ad-heading: Nabídnutí k sňatku.: [143, 863, 351, 884]
ad-heading: V Burse práce: [892, 725, 1038, 746]
ad-body: Mladý dámé odborník v obchodě i v řemesle znalý, 40 let stár, která by pro modni síň dámskou protekcí měla aneb takovou vlásta. Čt. nab. pod zn. „O. A. 73“ do adm. t. l. Každá nab. se zodpoví. 2150—1: [372, 463, 600, 547]
ad-heading: Spolehlivého topiče,: [1336, 835, 1551, 856]
ad-heading: Brašnářské dělníky: [1343, 1154, 1544, 1175]
